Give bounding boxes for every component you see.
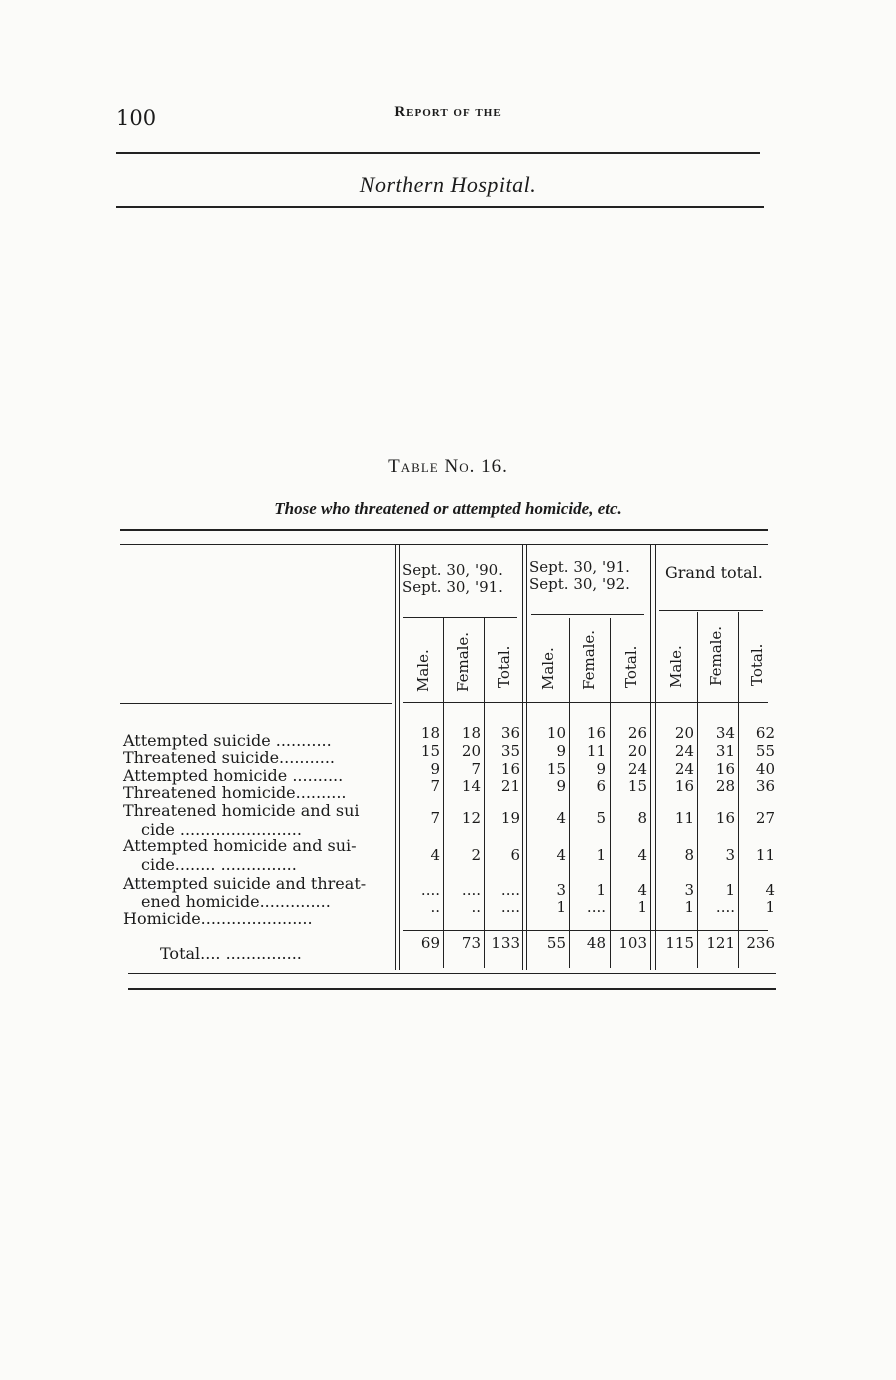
- group-divider-2b: [655, 545, 656, 970]
- total-cell: 55: [546, 934, 566, 952]
- table-cell: 6: [510, 846, 520, 864]
- column-divider: [484, 618, 485, 968]
- table-cell: 19: [500, 809, 520, 827]
- table-bottom-rule-1: [128, 973, 776, 974]
- table-cell: 4: [430, 846, 440, 864]
- page-number: 100: [116, 106, 157, 130]
- table-cell: 1: [637, 898, 647, 916]
- stub-divider-2: [399, 545, 400, 970]
- table-cell: 31: [715, 742, 735, 760]
- column-divider: [569, 618, 570, 968]
- table-cell: 9: [556, 742, 566, 760]
- table-cell: 21: [500, 777, 520, 795]
- table-cell: 36: [500, 724, 520, 742]
- column-divider: [443, 618, 444, 968]
- table-cell: 9: [430, 760, 440, 778]
- group-header-2-line1: Sept. 30, '91.: [529, 558, 630, 576]
- total-cell: 236: [746, 934, 775, 952]
- table-cell: ....: [586, 898, 606, 916]
- table-cell: ....: [500, 881, 520, 899]
- table-cell: 11: [674, 809, 694, 827]
- group-header-rule: [659, 610, 763, 611]
- row-label-continued: cide........ ...............: [141, 855, 297, 874]
- table-top-rule-1: [120, 529, 768, 531]
- table-cell: 20: [627, 742, 647, 760]
- column-header: Total.: [495, 645, 513, 688]
- header-rule-top: [116, 152, 760, 154]
- table-cell: 4: [556, 809, 566, 827]
- table-cell: 26: [627, 724, 647, 742]
- table-cell: 24: [674, 742, 694, 760]
- group-header-1-line1: Sept. 30, '90.: [402, 561, 503, 579]
- group-header-2: [529, 559, 630, 593]
- table-cell: 27: [755, 809, 775, 827]
- table-cell: 4: [637, 881, 647, 899]
- table-cell: 11: [755, 846, 775, 864]
- column-header: Female.: [454, 631, 472, 692]
- table-cell: 8: [637, 809, 647, 827]
- column-header-rule: [403, 702, 768, 703]
- column-divider: [738, 612, 739, 968]
- row-label: Threatened homicide..........: [123, 783, 347, 802]
- table-cell: 4: [765, 881, 775, 899]
- running-title: Report of the: [394, 104, 502, 120]
- table-cell: 16: [715, 809, 735, 827]
- row-label-continued: ened homicide..............: [141, 892, 331, 911]
- row-label: Attempted suicide ...........: [123, 731, 332, 750]
- column-header: Male.: [667, 645, 685, 688]
- table-bottom-rule-2: [128, 988, 776, 990]
- table-cell: 14: [461, 777, 481, 795]
- table-cell: 3: [556, 881, 566, 899]
- table-cell: 1: [556, 898, 566, 916]
- total-cell: 73: [461, 934, 481, 952]
- table-cell: ....: [715, 898, 735, 916]
- row-label: Attempted homicide and sui-: [123, 836, 357, 855]
- row-label: Attempted homicide ..........: [123, 766, 344, 785]
- table-cell: 2: [471, 846, 481, 864]
- group-header-3: [665, 564, 763, 581]
- table-cell: 5: [596, 809, 606, 827]
- group-divider-2a: [650, 545, 651, 970]
- table-cell: 55: [755, 742, 775, 760]
- table-cell: 18: [461, 724, 481, 742]
- table-cell: 4: [637, 846, 647, 864]
- column-header: Female.: [580, 629, 598, 690]
- table-cell: ....: [500, 898, 520, 916]
- column-header: Male.: [539, 647, 557, 690]
- table-cell: 24: [627, 760, 647, 778]
- row-label: Threatened suicide...........: [123, 748, 335, 767]
- column-divider: [697, 612, 698, 968]
- row-label: Homicide......................: [123, 909, 313, 928]
- institution-name: Northern Hospital.: [359, 172, 537, 197]
- table-cell: 15: [546, 760, 566, 778]
- column-header: Total.: [748, 643, 766, 686]
- table-cell: 9: [556, 777, 566, 795]
- table-cell: 10: [546, 724, 566, 742]
- column-divider: [610, 618, 611, 968]
- table-cell: 62: [755, 724, 775, 742]
- table-cell: 15: [420, 742, 440, 760]
- table-cell: 12: [461, 809, 481, 827]
- group-header-3-line1: Grand total.: [665, 563, 763, 582]
- total-cell: 48: [586, 934, 606, 952]
- row-label-continued: cide ........................: [141, 820, 302, 839]
- table-cell: 20: [461, 742, 481, 760]
- table-cell: 15: [627, 777, 647, 795]
- table-cell: 16: [674, 777, 694, 795]
- table-cell: 28: [715, 777, 735, 795]
- table-title: Table No. 16.: [388, 456, 508, 477]
- table-cell: 3: [725, 846, 735, 864]
- table-cell: 16: [715, 760, 735, 778]
- total-label: Total.... ...............: [160, 944, 302, 963]
- row-label: Attempted suicide and threat-: [123, 874, 367, 893]
- column-header: Female.: [707, 625, 725, 686]
- group-header-1: [402, 562, 503, 596]
- table-cell: 1: [765, 898, 775, 916]
- table-cell: 4: [556, 846, 566, 864]
- header-rule-bottom: [116, 206, 764, 208]
- total-rule: [403, 930, 768, 931]
- table-cell: 18: [420, 724, 440, 742]
- group-divider-1b: [526, 545, 527, 970]
- table-cell: 7: [471, 760, 481, 778]
- table-cell: 40: [755, 760, 775, 778]
- table-cell: 9: [596, 760, 606, 778]
- table-cell: ....: [461, 881, 481, 899]
- group-header-1-line2: Sept. 30, '91.: [402, 578, 503, 596]
- total-cell: 121: [706, 934, 735, 952]
- table-top-rule-2: [120, 544, 768, 545]
- stub-header-rule: [120, 703, 392, 704]
- table-cell: 3: [684, 881, 694, 899]
- group-divider-1a: [522, 545, 523, 970]
- column-header: Total.: [622, 645, 640, 688]
- total-cell: 69: [420, 934, 440, 952]
- total-cell: 133: [491, 934, 520, 952]
- table-cell: 7: [430, 777, 440, 795]
- table-cell: 24: [674, 760, 694, 778]
- table-cell: 34: [715, 724, 735, 742]
- table-cell: 16: [586, 724, 606, 742]
- table-cell: 6: [596, 777, 606, 795]
- column-header: Male.: [414, 649, 432, 692]
- total-cell: 115: [665, 934, 694, 952]
- table-cell: 1: [725, 881, 735, 899]
- table-cell: 1: [596, 881, 606, 899]
- table-cell: 16: [500, 760, 520, 778]
- total-cell: 103: [618, 934, 647, 952]
- row-label: Threatened homicide and sui: [123, 801, 360, 820]
- table-caption: Those who threatened or attempted homicide, etc.: [274, 499, 622, 518]
- group-header-rule: [403, 617, 517, 618]
- table-cell: 1: [596, 846, 606, 864]
- table-cell: 8: [684, 846, 694, 864]
- table-cell: 11: [586, 742, 606, 760]
- table-cell: ....: [420, 881, 440, 899]
- stub-divider: [395, 545, 396, 970]
- table-cell: 36: [755, 777, 775, 795]
- table-cell: 35: [500, 742, 520, 760]
- group-header-rule: [531, 614, 644, 615]
- table-cell: 20: [674, 724, 694, 742]
- table-cell: ..: [430, 898, 440, 916]
- table-cell: 7: [430, 809, 440, 827]
- table-cell: ..: [471, 898, 481, 916]
- table-cell: 1: [684, 898, 694, 916]
- group-header-2-line2: Sept. 30, '92.: [529, 575, 630, 593]
